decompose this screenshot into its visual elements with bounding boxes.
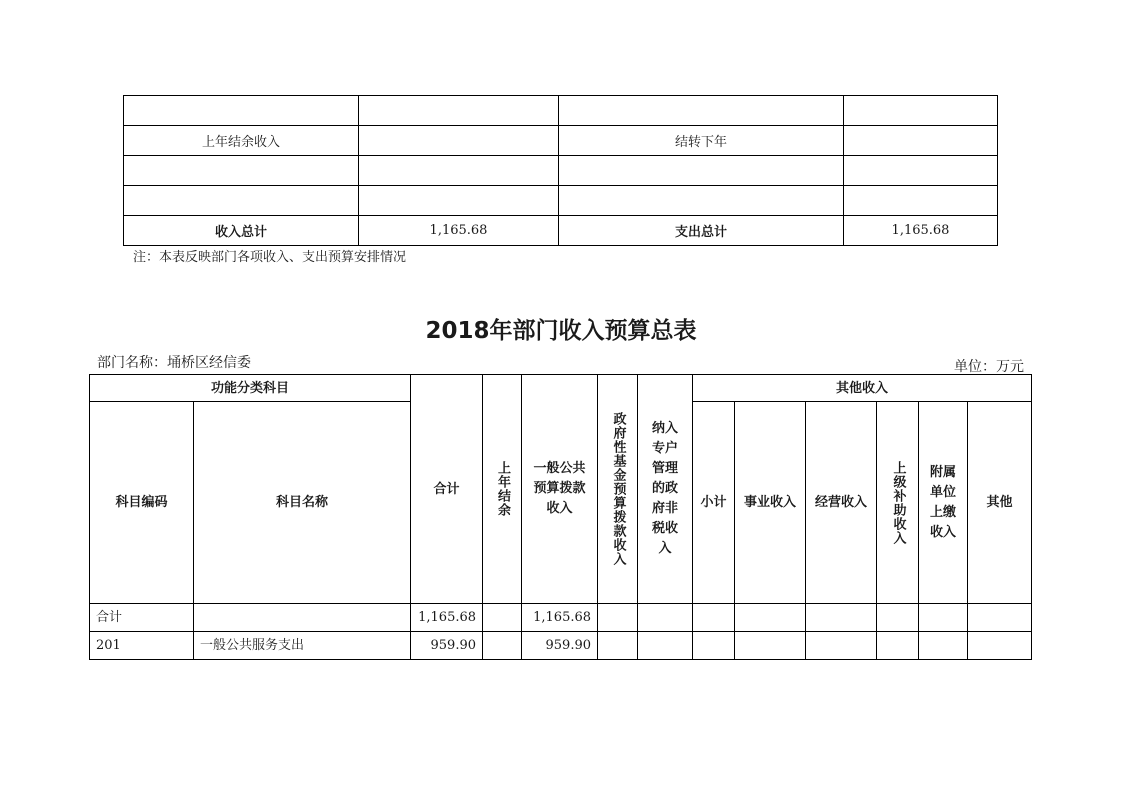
row-general-budget: 1,165.68 — [522, 604, 598, 632]
row-other — [968, 632, 1032, 660]
row-total: 1,165.68 — [411, 604, 483, 632]
table-cell — [844, 96, 998, 126]
table-cell — [844, 156, 998, 186]
function-class-header: 功能分类科目 — [90, 375, 411, 402]
total-expense-value: 1,165.68 — [844, 216, 998, 246]
total-header: 合计 — [411, 375, 483, 604]
income-budget-table — [89, 374, 1032, 660]
gov-fund-header: 政府性基金预算拨款收入 — [598, 375, 638, 604]
total-expense-label: 支出总计 — [559, 216, 844, 246]
name-header: 科目名称 — [194, 402, 411, 604]
row-other — [968, 604, 1032, 632]
table-cell — [844, 126, 998, 156]
row-special-account — [638, 604, 693, 632]
income-expense-summary-table — [123, 95, 998, 246]
row-code: 201 — [90, 632, 194, 660]
header-row — [90, 375, 1032, 402]
table-cell — [559, 156, 844, 186]
row-operating — [806, 632, 877, 660]
table-cell — [559, 186, 844, 216]
table-cell — [359, 186, 559, 216]
row-subtotal — [693, 632, 735, 660]
superior-subsidy-header: 上级补助收入 — [877, 402, 919, 604]
row-enterprise — [735, 632, 806, 660]
row-carryover — [483, 632, 522, 660]
code-header: 科目编码 — [90, 402, 194, 604]
unit-label: 单位：万元 — [954, 359, 1024, 375]
row-total: 959.90 — [411, 632, 483, 660]
table-cell — [559, 96, 844, 126]
table-cell — [359, 96, 559, 126]
table-row — [90, 632, 1032, 660]
row-affiliated — [919, 604, 968, 632]
row-superior-subsidy — [877, 604, 919, 632]
other-header: 其他 — [968, 402, 1032, 604]
row-subtotal — [693, 604, 735, 632]
table-row — [90, 604, 1032, 632]
other-income-header: 其他收入 — [693, 375, 1032, 402]
total-income-label: 收入总计 — [124, 216, 359, 246]
row-affiliated — [919, 632, 968, 660]
general-budget-header: 一般公共 预算拨款 收入 — [522, 375, 598, 604]
operating-income-header: 经营收入 — [806, 402, 877, 604]
special-account-header: 纳入 专户 管理 的政 府非 税收 入 — [638, 375, 693, 604]
row-enterprise — [735, 604, 806, 632]
row-name — [194, 604, 411, 632]
affiliated-unit-header: 附属 单位 上缴 收入 — [919, 402, 968, 604]
carryover-header: 上年结余 — [483, 375, 522, 604]
row-name: 一般公共服务支出 — [194, 632, 411, 660]
table-cell — [124, 96, 359, 126]
row-code: 合计 — [90, 604, 194, 632]
table-row — [124, 186, 998, 216]
row-special-account — [638, 632, 693, 660]
page-title: 2018年部门收入预算总表 — [425, 318, 697, 344]
total-income-value: 1,165.68 — [359, 216, 559, 246]
row-superior-subsidy — [877, 632, 919, 660]
table-cell — [124, 156, 359, 186]
department-name: 部门名称：埇桥区经信委 — [97, 355, 251, 371]
row-carryover — [483, 604, 522, 632]
table-row — [124, 96, 998, 126]
table-note: 注：本表反映部门各项收入、支出预算安排情况 — [133, 250, 407, 265]
table-row — [124, 216, 998, 246]
prior-year-surplus-label: 上年结余收入 — [124, 126, 359, 156]
row-gov-fund — [598, 632, 638, 660]
carry-forward-label: 结转下年 — [559, 126, 844, 156]
enterprise-income-header: 事业收入 — [735, 402, 806, 604]
row-gov-fund — [598, 604, 638, 632]
table-row — [124, 156, 998, 186]
row-general-budget: 959.90 — [522, 632, 598, 660]
subtotal-header: 小计 — [693, 402, 735, 604]
table-cell — [359, 126, 559, 156]
table-cell — [359, 156, 559, 186]
table-cell — [844, 186, 998, 216]
table-row — [124, 126, 998, 156]
row-operating — [806, 604, 877, 632]
table-cell — [124, 186, 359, 216]
